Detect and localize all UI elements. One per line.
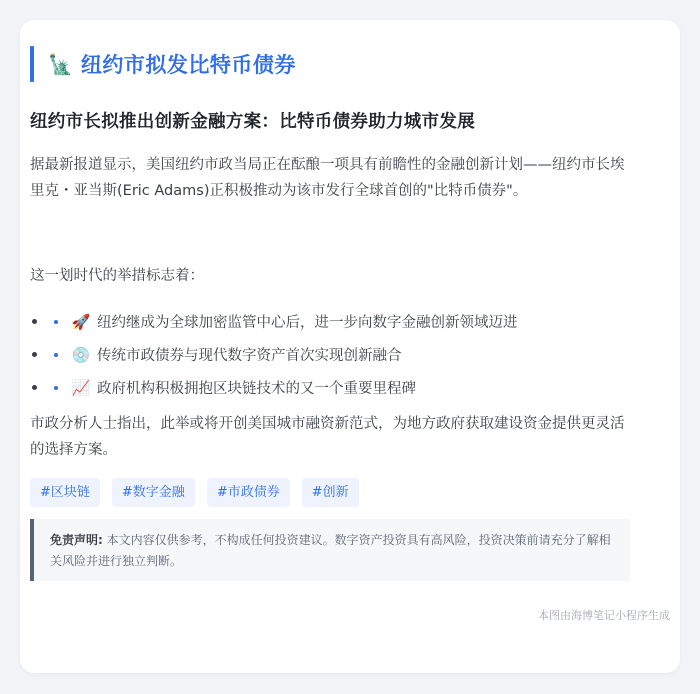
disc-icon: 💿	[71, 345, 91, 364]
tag-blockchain[interactable]: #区块链	[30, 478, 100, 507]
bullet-dot-icon	[32, 385, 37, 390]
disclaimer-label: 免责声明:	[50, 533, 103, 547]
bullet-dot-icon	[32, 352, 37, 357]
list-item	[30, 338, 518, 371]
analysis-paragraph: 市政分析人士指出，此举或将开创美国城市融资新范式，为地方政府获取建设资金提供更灵活的选择方案。	[30, 416, 625, 458]
bullet-dot-icon	[54, 353, 58, 357]
bullet-dot-icon	[54, 320, 58, 324]
article-headline: 纽约市长拟推出创新金融方案：比特币债券助力城市发展	[30, 112, 475, 132]
list-item	[30, 371, 518, 404]
tag-innovation[interactable]: #创新	[302, 478, 359, 507]
bullet-text: 纽约继成为全球加密监管中心后，进一步向数字金融创新领域迈进	[97, 315, 518, 331]
title-row	[30, 46, 296, 82]
disclaimer-text: 本文内容仅供参考，不构成任何投资建议。数字资产投资具有高风险，投资决策前请充分了解相关风险并进行独立判断。	[50, 533, 611, 568]
tag-list	[30, 478, 359, 507]
page-title: 纽约市拟发比特币债券	[80, 53, 296, 77]
bullet-dot-icon	[32, 319, 37, 324]
tag-municipal-bonds[interactable]: #市政债券	[207, 478, 290, 507]
title-accent-bar	[30, 46, 34, 82]
footer-credit: 本图由海博笔记小程序生成	[538, 609, 670, 622]
tag-digital-finance[interactable]: #数字金融	[112, 478, 195, 507]
bullet-list	[30, 305, 518, 404]
statue-of-liberty-icon: 🗽	[48, 52, 73, 76]
rocket-icon: 🚀	[71, 312, 91, 331]
intro-paragraph: 据最新报道显示，美国纽约市政当局正在酝酿一项具有前瞻性的金融创新计划——纽约市长埃里克・亚当斯(Eric Adams)正积极推动为该市发行全球首创的"比特币债券"。	[30, 157, 625, 199]
list-item	[30, 305, 518, 338]
bullet-dot-icon	[54, 386, 58, 390]
bullet-text: 政府机构积极拥抱区块链技术的又一个重要里程碑	[97, 381, 416, 397]
chart-increasing-icon: 📈	[71, 378, 91, 397]
bullet-text: 传统市政债券与现代数字资产首次实现创新融合	[97, 348, 402, 364]
disclaimer-box	[30, 519, 630, 581]
lead-paragraph: 这一划时代的举措标志着：	[30, 268, 204, 284]
